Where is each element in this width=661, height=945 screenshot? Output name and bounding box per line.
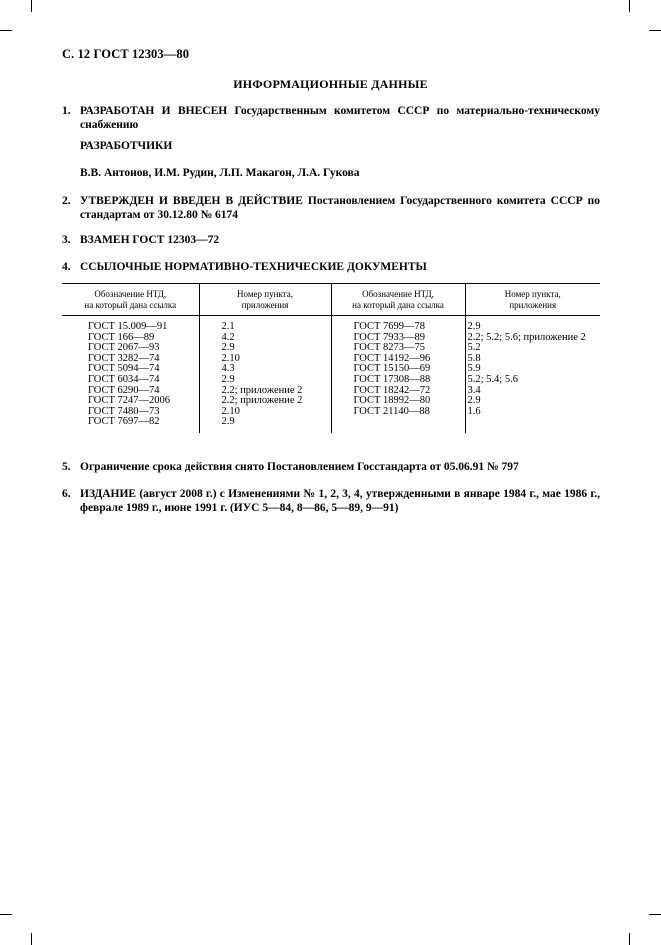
- table-row: [62, 316, 600, 333]
- column-header-point: Номер пункта, приложения: [199, 284, 331, 316]
- table-cell-ntd: ГОСТ 21140—88: [331, 407, 465, 418]
- table-cell-point: 5.2; 5.4; 5.6: [465, 375, 600, 386]
- table-cell-point: 2.9: [465, 316, 600, 333]
- item-number: 1.: [62, 105, 71, 117]
- table-cell-point: 2.10: [199, 407, 331, 418]
- table-cell-ntd: ГОСТ 6290—74: [88, 384, 160, 396]
- item-developed-by: [62, 104, 600, 132]
- document-title: ИНФОРМАЦИОННЫЕ ДАННЫЕ: [233, 77, 428, 91]
- crop-mark-top-left-v: [31, 0, 32, 12]
- table-cell-ntd: ГОСТ 15.009—91: [88, 321, 168, 332]
- crop-mark-bottom-left-v: [31, 933, 32, 945]
- column-header-point: Номер пункта, приложения: [465, 284, 600, 316]
- table-cell-ntd: ГОСТ 7699—78: [331, 316, 465, 333]
- table-cell-ntd: ГОСТ 7697—82: [88, 416, 160, 428]
- table-cell-point: 4.3: [199, 364, 331, 375]
- item-text: ССЫЛОЧНЫЕ НОРМАТИВНО-ТЕХНИЧЕСКИЕ ДОКУМЕНТЫ: [80, 261, 427, 273]
- table-cell-ntd: ГОСТ 15150—69: [331, 364, 465, 375]
- item-text: Ограничение срока действия снято Постановлением Госстандарта от 05.06.91 № 797: [80, 461, 519, 473]
- item-validity-limitation: [62, 460, 600, 474]
- table-cell-point: 2.2; 5.2; 5.6; приложение 2: [465, 333, 600, 344]
- item-text: УТВЕРЖДЕН И ВВЕДЕН В ДЕЙСТВИЕ Постановлением Государственного комитета СССР по стандартам от 30.12.80 № 6174: [80, 195, 600, 221]
- table-cell-ntd: ГОСТ 166—89: [88, 331, 155, 343]
- item-text: ВЗАМЕН ГОСТ 12303—72: [80, 234, 220, 246]
- table-cell-ntd: ГОСТ 18992—80: [331, 396, 465, 407]
- table-cell-ntd: ГОСТ 3282—74: [88, 352, 160, 364]
- table-cell-ntd: [331, 417, 465, 433]
- reference-documents-table: [62, 283, 600, 433]
- table-cell-point: 2.2; приложение 2: [199, 386, 331, 397]
- table-cell-point: 5.9: [465, 364, 600, 375]
- item-text: ИЗДАНИЕ (август 2008 г.) с Изменениями № 1, 2, 3, 4, утвержденными в январе 1984 г., мае 1986 г., феврале 1989 г., июне 1991 г. (ИУС 5—84, 8—86, 5—89, 9—91): [80, 488, 600, 514]
- table-cell-ntd: ГОСТ 6034—74: [88, 373, 160, 385]
- table-cell-point: 2.9: [199, 417, 331, 433]
- item-replaces: [62, 233, 600, 247]
- table-cell-point: 2.9: [199, 343, 331, 354]
- item-references: [62, 260, 600, 274]
- table-cell-point: 2.9: [465, 396, 600, 407]
- crop-mark-top-right-h: [649, 30, 661, 31]
- item-number: 4.: [62, 261, 71, 273]
- table-cell-ntd: ГОСТ 2067—93: [88, 342, 160, 354]
- item-edition: [62, 487, 600, 515]
- item-text: РАЗРАБОТАН И ВНЕСЕН Государственным комитетом СССР по материально-техническому снабжению: [80, 105, 600, 131]
- crop-mark-top-right-v: [629, 0, 630, 12]
- column-header-ntd: Обозначение НТД, на который дана ссылка: [331, 284, 465, 316]
- table-cell-ntd: ГОСТ 14192—96: [331, 354, 465, 365]
- table-cell-point: 3.4: [465, 386, 600, 397]
- crop-mark-top-left-h: [0, 30, 12, 31]
- table-cell-point: 5.8: [465, 354, 600, 365]
- crop-mark-bottom-right-h: [649, 914, 661, 915]
- table-cell-point: 1.6: [465, 407, 600, 418]
- table-cell-point: 2.10: [199, 354, 331, 365]
- item-number: 2.: [62, 195, 71, 207]
- table-cell-ntd: ГОСТ 7933—89: [331, 333, 465, 344]
- table-cell-ntd: ГОСТ 7247—2006: [88, 395, 171, 407]
- table-cell-point: 4.2: [199, 333, 331, 344]
- developers-heading: РАЗРАБОТЧИКИ: [80, 140, 173, 152]
- table-cell-ntd: ГОСТ 17308—88: [331, 375, 465, 386]
- item-number: 5.: [62, 461, 71, 473]
- table-cell-point: 2.9: [199, 375, 331, 386]
- table-cell-ntd: ГОСТ 8273—75: [331, 343, 465, 354]
- table-cell-point: [465, 417, 600, 433]
- item-number: 3.: [62, 234, 71, 246]
- table-cell-point: 2.2; приложение 2: [199, 396, 331, 407]
- table-cell-ntd: ГОСТ 7480—73: [88, 405, 160, 417]
- table-row: [62, 375, 600, 386]
- table-cell-point: 2.1: [199, 316, 331, 333]
- page-header: С. 12 ГОСТ 12303—80: [62, 47, 190, 61]
- item-number: 6.: [62, 488, 71, 500]
- developers-list: В.В. Антонов, И.М. Рудин, Л.П. Макагон, Л.А. Гукова: [80, 167, 360, 179]
- table-cell-point: 5.2: [465, 343, 600, 354]
- item-approved: [62, 194, 600, 222]
- table-cell-ntd: ГОСТ 5094—74: [88, 363, 160, 375]
- table-header-row: [62, 284, 600, 316]
- column-header-ntd: Обозначение НТД, на который дана ссылка: [62, 284, 199, 316]
- crop-mark-bottom-left-h: [0, 914, 12, 915]
- crop-mark-bottom-right-v: [629, 933, 630, 945]
- table-cell-ntd: ГОСТ 18242—72: [331, 386, 465, 397]
- table-row: [62, 417, 600, 433]
